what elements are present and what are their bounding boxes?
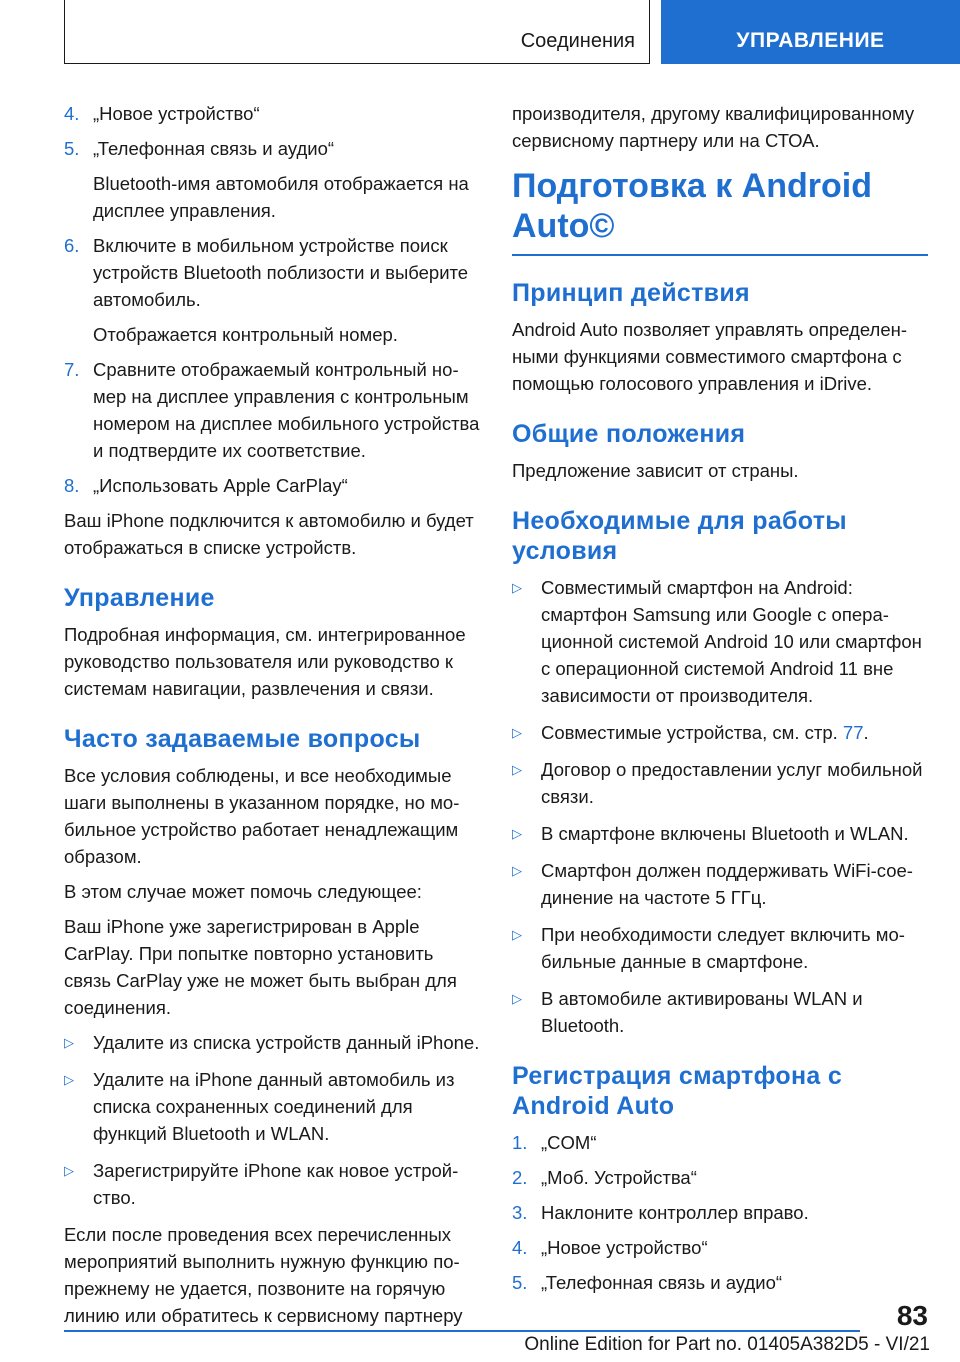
step-text: „Новое устройство“ <box>93 103 260 124</box>
heading-general: Общие положения <box>512 420 746 448</box>
step-item <box>512 1199 928 1226</box>
step-number: 1. <box>512 1132 528 1153</box>
list-item <box>512 574 928 709</box>
triangle-right-outline-icon: ▷ <box>512 826 522 841</box>
heading-faq: Часто задаваемые вопросы <box>64 725 421 753</box>
triangle-right-outline-icon: ▷ <box>512 762 522 777</box>
step-text: „Новое устройство“ <box>541 1237 708 1258</box>
list-item-text: Договор о предоставлении услуг мобильной связи. <box>541 759 923 807</box>
list-item-text <box>541 719 928 746</box>
list-item <box>64 1066 480 1147</box>
left-column <box>64 100 480 1337</box>
triangle-right-outline-icon: ▷ <box>64 1163 74 1178</box>
step-item <box>64 135 480 162</box>
footer-edition: Online Edition for Part no. 01405A382D5 - VI/21 <box>524 1334 930 1355</box>
step-item <box>64 356 480 464</box>
chapter-heading: Подготовка к Android Auto© <box>512 166 928 256</box>
step-number: 4. <box>512 1237 528 1258</box>
step-text: Наклоните контроллер вправо. <box>541 1202 809 1223</box>
list-item-text: Удалите из списка устройств данный iPhone. <box>93 1032 480 1053</box>
triangle-right-outline-icon: ▷ <box>512 863 522 878</box>
paragraph: производителя, другому квалифицированному сервисному партнеру или на СТОА. <box>512 103 915 151</box>
list-item-text: Удалите на iPhone данный автомобиль из списка сохраненных соединений для функций Bluetooth и WLAN. <box>93 1069 455 1144</box>
step-text: „Телефонная связь и аудио“ <box>541 1272 783 1293</box>
heading-registration: Регистрация смартфона с Android Auto <box>512 1062 843 1120</box>
step-number: 5. <box>512 1272 528 1293</box>
page-number: 83 <box>896 1300 928 1331</box>
step-item <box>64 472 480 499</box>
step-item <box>64 100 480 127</box>
triangle-right-outline-icon: ▷ <box>64 1035 74 1050</box>
list-item <box>512 921 928 975</box>
paragraph: Ваш iPhone уже зарегистрирован в Apple CarPlay. При попытке повторно установить связь CarPlay уже не может быть выбран для соединения. <box>64 916 457 1018</box>
list-item-text: Совместимый смартфон на Android: смартфон Samsung или Google с операционной системой Android 10 или смартфон с операционной системой Android 11 вне зависимости от производителя. <box>541 577 922 706</box>
step-note: Отображается контрольный номер. <box>93 324 398 345</box>
step-text: „Телефонная связь и аудио“ <box>93 138 335 159</box>
step-text: „Использовать Apple CarPlay“ <box>93 475 348 496</box>
step-number: 3. <box>512 1202 528 1223</box>
compat-text: Совместимые устройства, см. стр. <box>541 722 838 743</box>
footer-divider <box>64 1330 860 1332</box>
list-item-text: В автомобиле активированы WLAN и Bluetooth. <box>541 988 863 1036</box>
paragraph: Android Auto позволяет управлять определенными функциями совместимого смартфона с помощью голосового управления и iDrive. <box>512 319 907 394</box>
list-item-text: Зарегистрируйте iPhone как новое устройство. <box>93 1160 459 1208</box>
compat-dot: . <box>863 722 869 743</box>
header-section-box <box>64 0 650 64</box>
paragraph: Предложение зависит от страны. <box>512 460 799 481</box>
triangle-right-outline-icon: ▷ <box>512 580 522 595</box>
list-item <box>512 857 928 911</box>
step-text: „Моб. Устройства“ <box>541 1167 697 1188</box>
step-number: 2. <box>512 1167 528 1188</box>
list-item <box>512 719 928 746</box>
list-item <box>512 820 928 847</box>
heading-principle: Принцип действия <box>512 279 750 307</box>
list-item <box>64 1029 480 1056</box>
list-item <box>512 985 928 1039</box>
page-link[interactable]: 77 <box>842 722 864 743</box>
chapter-title: УПРАВЛЕНИЕ <box>736 29 885 52</box>
list-item <box>64 1157 480 1211</box>
step-number: 5. <box>64 138 80 159</box>
step-number: 8. <box>64 475 80 496</box>
step-item <box>64 232 480 313</box>
paragraph: Все условия соблюдены, и все необходимые шаги выполнены в указанном порядке, но мобильное устройство работает ненадлежащим образом. <box>64 765 460 867</box>
list-item <box>512 756 928 810</box>
header-chapter-box <box>661 0 960 64</box>
paragraph: Подробная информация, см. интегрированное руководство пользователя или руководство к системам навигации, развлечения и связи. <box>64 624 466 699</box>
paragraph: В этом случае может помочь следующее: <box>64 881 422 902</box>
step-item <box>512 1269 928 1296</box>
step-number: 4. <box>64 103 80 124</box>
section-title: Соединения <box>520 30 635 52</box>
step-text: Сравните отображаемый контрольный номер на дисплее управления с контрольным номером на дисплее мобильного устройства и подтвердите их соответствие. <box>93 359 480 461</box>
list-item-text: Смартфон должен поддерживать WiFi-соединение на частоте 5 ГГц. <box>541 860 913 908</box>
step-number: 7. <box>64 359 80 380</box>
heading-control: Управление <box>64 584 215 612</box>
triangle-right-outline-icon: ▷ <box>512 991 522 1006</box>
step-item <box>512 1234 928 1261</box>
heading-requirements: Необходимые для работы условия <box>512 507 847 565</box>
step-item <box>512 1164 928 1191</box>
list-item-text: В смартфоне включены Bluetooth и WLAN. <box>541 823 909 844</box>
triangle-right-outline-icon: ▷ <box>512 725 522 740</box>
step-item <box>512 1129 928 1156</box>
paragraph: Если после проведения всех перечисленных мероприятий выполнить нужную функцию попрежнему не удается, позвоните на горячую линию или обратитесь к сервисному партнеру <box>64 1224 463 1326</box>
right-column <box>512 100 928 1304</box>
paragraph: Ваш iPhone подключится к автомобилю и будет отображаться в списке устройств. <box>64 510 474 558</box>
step-note: Bluetooth-имя автомобиля отображается на дисплее управления. <box>93 173 469 221</box>
step-number: 6. <box>64 235 80 256</box>
step-text: Включите в мобильном устройстве поиск устройств Bluetooth поблизости и выберите автомобиль. <box>93 235 469 310</box>
triangle-right-outline-icon: ▷ <box>512 927 522 942</box>
list-item-text: При необходимости следует включить мобильные данные в смартфоне. <box>541 924 905 972</box>
step-text: „COM“ <box>541 1132 597 1153</box>
triangle-right-outline-icon: ▷ <box>64 1072 74 1087</box>
